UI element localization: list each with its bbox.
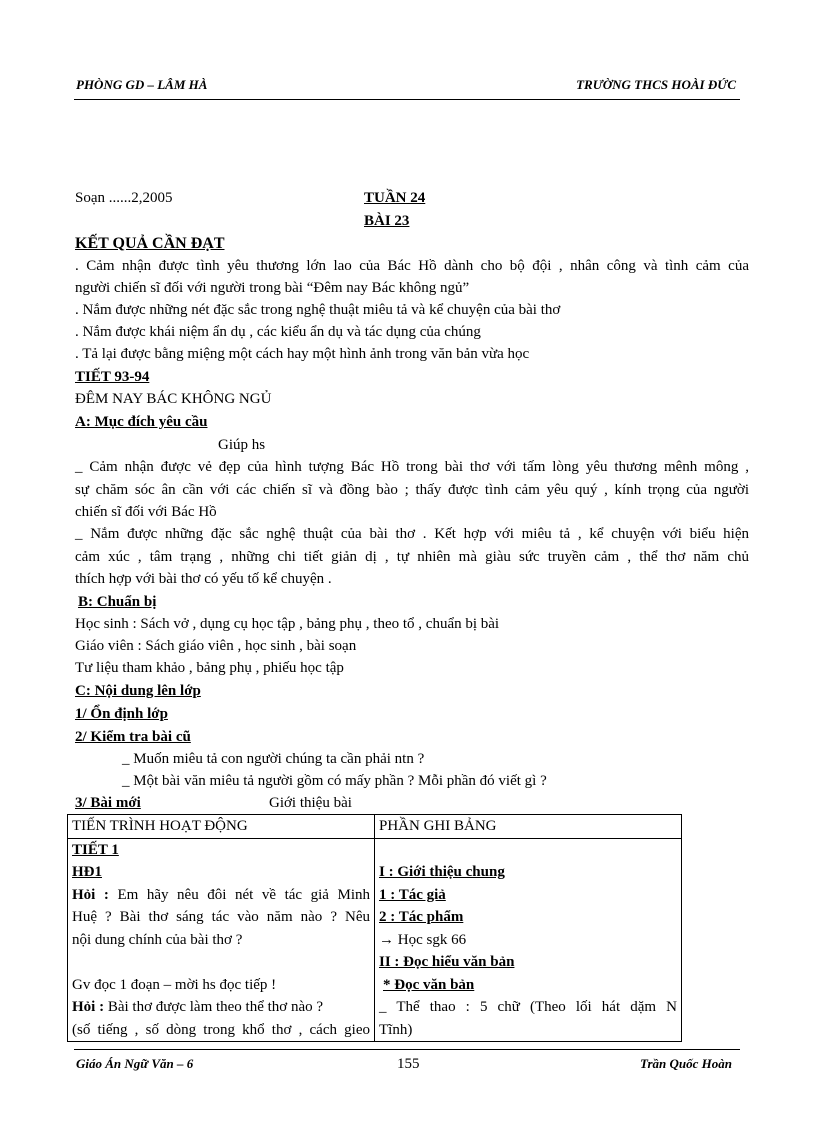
- result-line: người chiến sĩ đối với người trong bài “Đêm nay Bác không ngủ”: [75, 280, 470, 296]
- question-label: Hỏi :: [72, 886, 109, 903]
- goal-line: chiến sĩ đối với Bác Hồ: [75, 504, 217, 520]
- activity-table: [67, 814, 682, 1042]
- lesson-number: BÀI 23: [364, 213, 410, 229]
- question-line: (số tiếng , số dòng trong khổ thơ , cách gieo: [72, 1021, 370, 1038]
- goal-line: _ Cảm nhận được vẻ đẹp của hình tượng Bác Hồ trong bài thơ với tấm lòng yêu thương mênh mông ,: [75, 459, 749, 475]
- header-cell-board: [375, 815, 682, 839]
- goal-line: sự chăm sóc ân cần với các chiến sĩ và đồng bào ; thấy được tình cảm yêu quý , kính trọng của người: [75, 482, 749, 498]
- teacher-note: Gv đọc 1 đoạn – mời hs đọc tiếp !: [72, 976, 277, 993]
- review-question: _ Một bài văn miêu tả người gồm có mấy phần ? Mỗi phần đó viết gì ?: [122, 773, 547, 789]
- footer-subject: Giáo Án Ngữ Văn – 6: [76, 1056, 194, 1071]
- work-note: → Học sgk 66: [379, 931, 467, 948]
- step-3-heading: [75, 792, 141, 814]
- prep-date: Soạn ......2,2005: [75, 190, 173, 206]
- period-heading: TIẾT 93-94: [75, 369, 150, 385]
- week-label: TUẦN 24: [364, 190, 426, 206]
- spacer: [72, 951, 370, 974]
- section-a-heading: A: Mục đích yêu cầu: [75, 414, 208, 430]
- table-header-row: [68, 815, 682, 839]
- question-line: nội dung chính của bài thơ ?: [72, 931, 243, 948]
- verse-form-line: Tĩnh): [379, 1021, 413, 1038]
- header-board-notes: PHẦN GHI BẢNG: [379, 818, 497, 834]
- subsection-author: 1 : Tác giả: [379, 886, 446, 903]
- verse-form-line: _ Thể thao : 5 chữ (Theo lối hát dặm N: [379, 999, 677, 1015]
- prep-line: Học sinh : Sách vở , dụng cụ học tập , bảng phụ , theo tổ , chuẩn bị bài: [75, 616, 500, 632]
- question-text: Em hãy nêu đôi nét về tác giả Minh: [117, 886, 370, 903]
- helps-label: Giúp hs: [218, 437, 266, 453]
- result-line: . Tả lại được bằng miệng một cách hay một hình ảnh trong văn bản vừa học: [75, 346, 530, 362]
- result-line: . Nắm được khái niệm ẩn dụ , các kiểu ẩn dụ và tác dụng của chúng: [75, 324, 481, 340]
- board-cell: [375, 838, 682, 1042]
- goal-line: _ Nắm được những đặc sắc nghệ thuật của bài thơ . Kết hợp với miêu tả , kể chuyện với biểu hiện: [75, 526, 749, 542]
- section-c-heading: C: Nội dung lên lớp: [75, 683, 201, 699]
- question-text: Bài thơ được làm theo thể thơ nào ?: [107, 999, 324, 1015]
- result-line: . Cảm nhận được tình yêu thương lớn lao của Bác Hồ dành cho bộ đội , nhân công và tình cảm của: [75, 258, 749, 274]
- hd-label: HĐ1: [72, 864, 102, 880]
- header-divider: [74, 99, 740, 100]
- header-school-name: TRƯỜNG THCS HOÀI ĐỨC: [576, 77, 736, 92]
- question-line: [72, 996, 370, 1019]
- table-row: [68, 838, 682, 1042]
- prep-line: Giáo viên : Sách giáo viên , học sinh , bài soạn: [75, 638, 357, 654]
- section-b-heading: B: Chuẩn bị: [78, 594, 157, 610]
- section-intro: I : Giới thiệu chung: [379, 864, 505, 880]
- question-label: Hỏi :: [72, 999, 105, 1015]
- step-1-heading: 1/ Ổn định lớp: [75, 706, 168, 722]
- page-number: 155: [397, 1056, 420, 1072]
- header-activities: TIẾN TRÌNH HOẠT ĐỘNG: [72, 818, 248, 834]
- goal-line: cảm xúc , tâm trạng , những chi tiết giản dị , tự nhiên mà giàu sức truyền cảm , thể thơ năm chủ: [75, 549, 749, 565]
- goal-line: thích hợp với bài thơ có yếu tố kể chuyện .: [75, 571, 332, 587]
- step-2-heading: 2/ Kiểm tra bài cũ: [75, 729, 191, 745]
- footer-divider: [74, 1049, 740, 1050]
- prep-line: Tư liệu tham khảo , bảng phụ , phiếu học tập: [75, 660, 344, 676]
- result-line: . Nắm được những nét đặc sắc trong nghệ thuật miêu tả và kể chuyện của bài thơ: [75, 302, 561, 318]
- header-cell-activities: [68, 815, 375, 839]
- tiet-label: TIẾT 1: [72, 841, 119, 858]
- poem-title: ĐÊM NAY BÁC KHÔNG NGỦ: [75, 391, 272, 407]
- spacer: [379, 839, 677, 862]
- intro-label: Giới thiệu bài: [269, 795, 352, 811]
- section-reading: II : Đọc hiểu văn bản: [379, 954, 515, 970]
- subsection-read-text: * Đọc văn bản: [383, 976, 475, 993]
- question-line: Huệ ? Bài thơ sáng tác vào năm nào ? Nêu: [72, 909, 370, 925]
- activities-cell: [68, 838, 375, 1042]
- results-heading: KẾT QUẢ CẦN ĐẠT: [75, 235, 225, 252]
- question-line: [72, 884, 370, 907]
- subsection-work: 2 : Tác phẩm: [379, 909, 464, 925]
- header-school-district: PHÒNG GD – LÂM HÀ: [76, 77, 208, 92]
- footer-author: Trần Quốc Hoàn: [640, 1056, 732, 1071]
- review-question: _ Muốn miêu tả con người chúng ta cần phải ntn ?: [122, 751, 425, 767]
- step-3-label: 3/ Bài mới: [75, 795, 141, 811]
